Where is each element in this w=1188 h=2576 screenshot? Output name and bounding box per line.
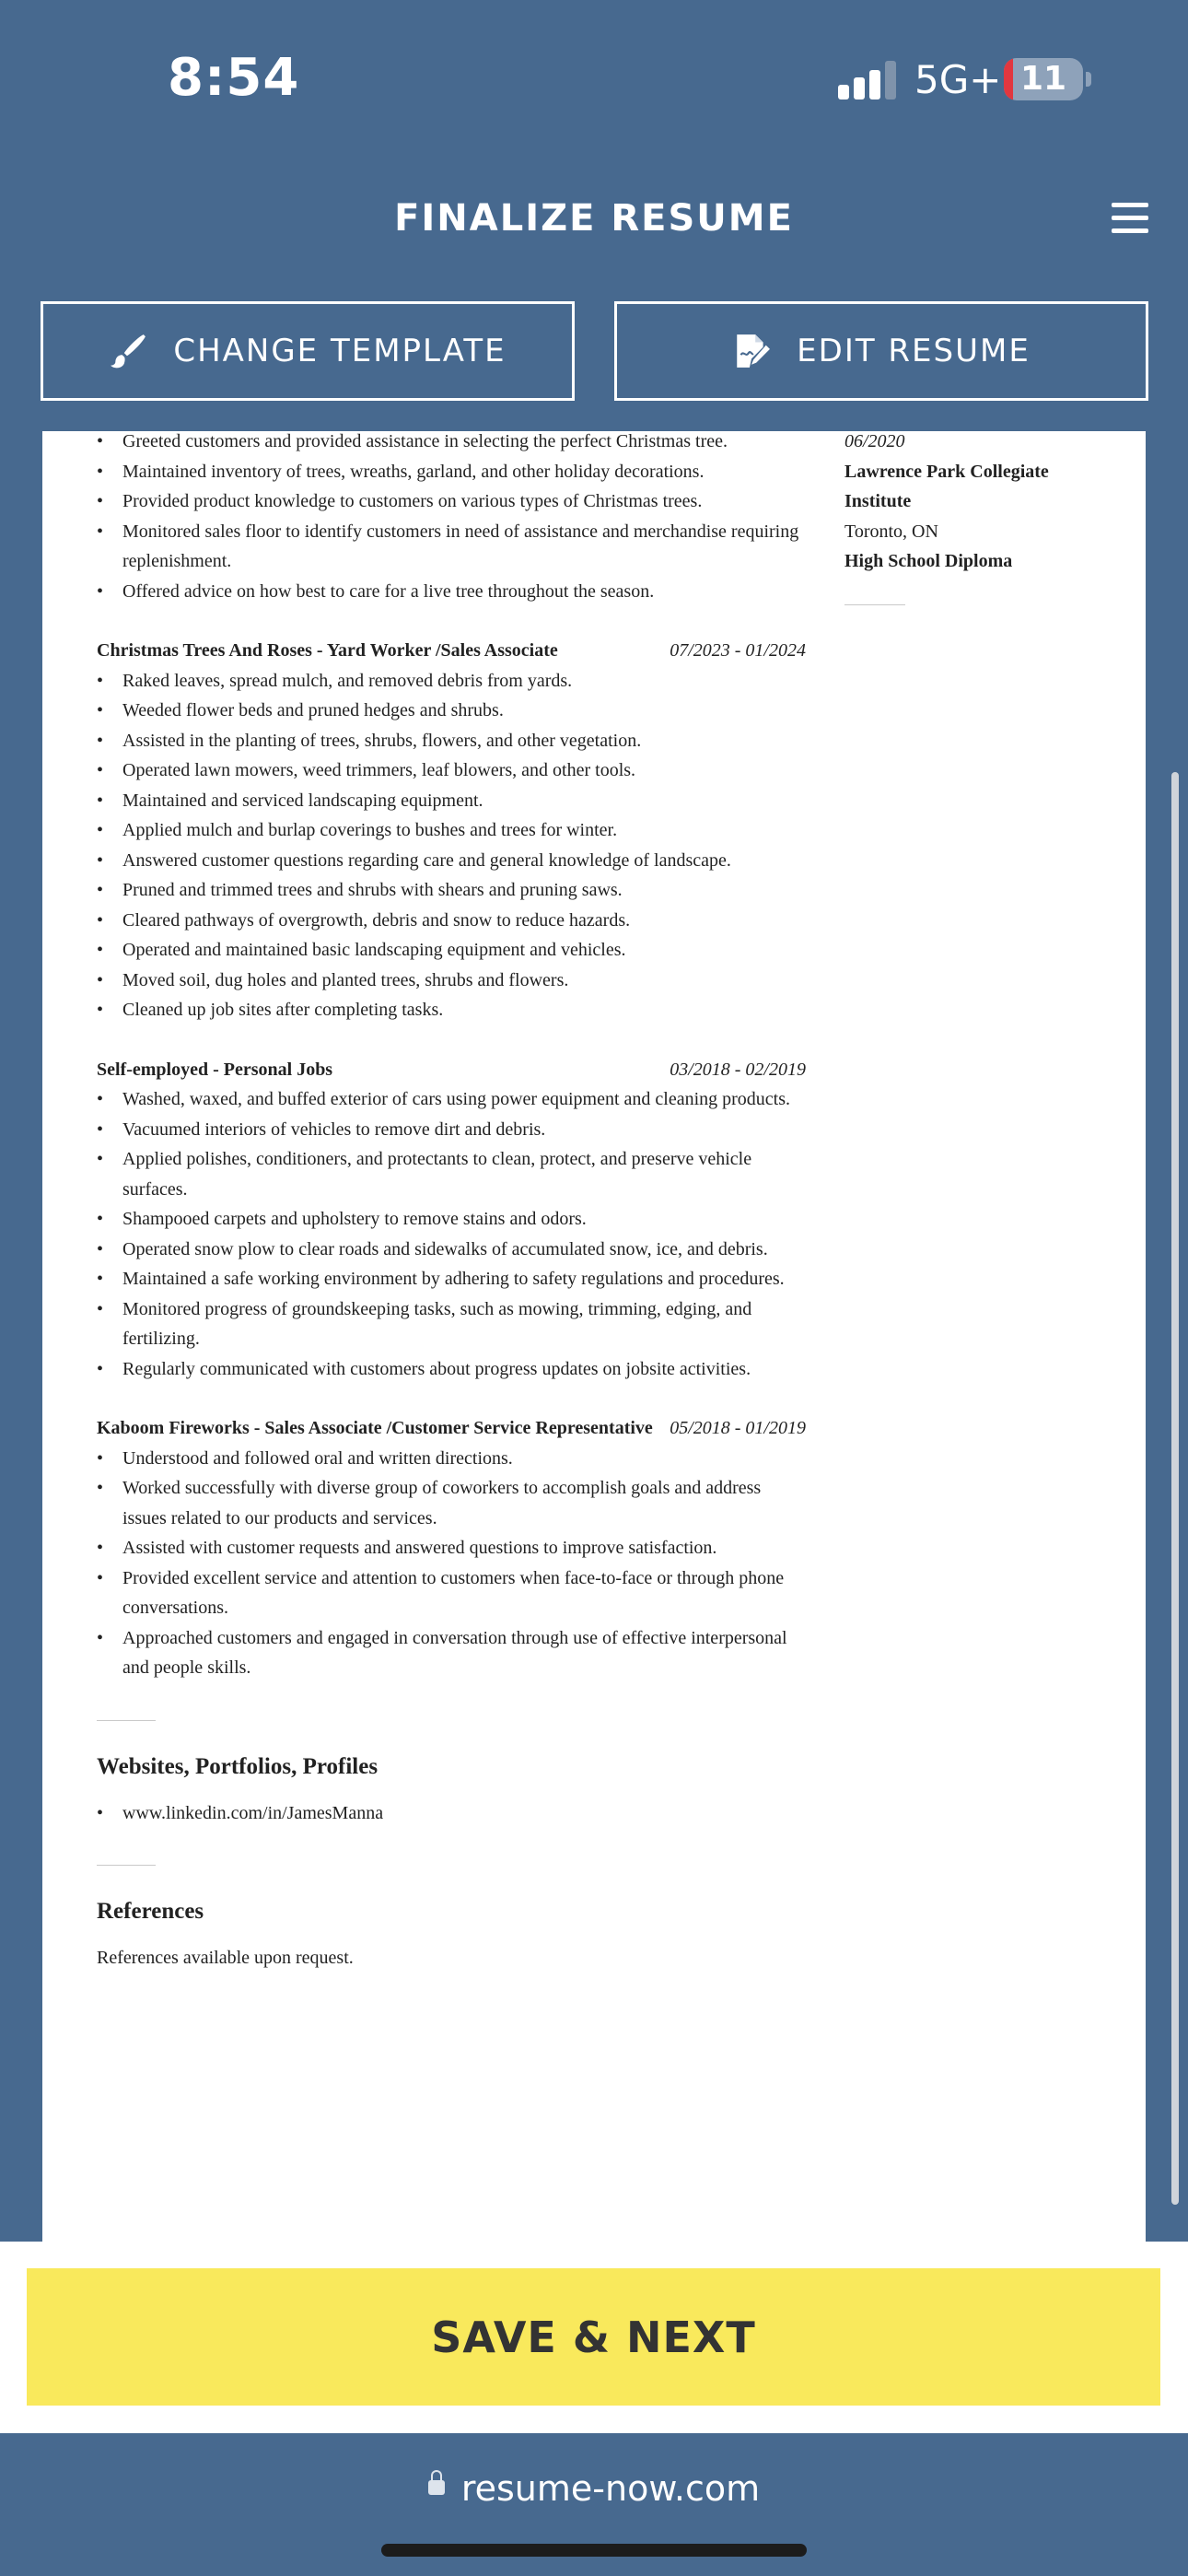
list-item: • Moved soil, dug holes and planted trees, shrubs and flowers. — [97, 966, 806, 996]
list-item: • Cleared pathways of overgrowth, debris and snow to reduce hazards. — [97, 906, 806, 936]
job-bullets — [97, 666, 806, 1025]
list-item: • Raked leaves, spread mulch, and removed debris from yards. — [97, 666, 806, 697]
list-item: • Pruned and trimmed trees and shrubs with shears and pruning saws. — [97, 875, 806, 906]
list-item: • Monitored progress of groundskeeping tasks, such as mowing, trimming, edging, and fertilizing. — [97, 1294, 806, 1354]
list-item: • Operated snow plow to clear roads and sidewalks of accumulated snow, ice, and debris. — [97, 1235, 806, 1265]
job-header — [97, 1055, 806, 1085]
url-text: resume-now.com — [460, 2468, 761, 2509]
resume-side-column — [844, 431, 1102, 605]
education-date: 06/2020 — [844, 431, 905, 451]
hamburger-menu-icon[interactable] — [1112, 203, 1148, 234]
list-item: • Offered advice on how best to care for a live tree throughout the season. — [97, 577, 806, 607]
list-item: • Answered customer questions regarding care and general knowledge of landscape. — [97, 846, 806, 876]
battery-tip — [1086, 72, 1091, 87]
change-template-label: CHANGE TEMPLATE — [173, 333, 507, 369]
list-item: • Vacuumed interiors of vehicles to remove dirt and debris. — [97, 1115, 806, 1145]
job-title: Kaboom Fireworks - Sales Associate /Customer Service Representative — [97, 1418, 653, 1438]
list-item: • Maintained and serviced landscaping equipment. — [97, 786, 806, 816]
resume-preview[interactable] — [42, 431, 1146, 2242]
websites-list — [97, 1798, 806, 1829]
job-dates: 05/2018 - 01/2019 — [670, 1418, 806, 1438]
job-title: Christmas Trees And Roses - Yard Worker /Sales Associate — [97, 640, 558, 661]
edit-resume-label: EDIT RESUME — [797, 333, 1031, 369]
resume-main-column — [97, 431, 806, 1973]
list-item: • Shampooed carpets and upholstery to remove stains and odors. — [97, 1204, 806, 1235]
list-item: • Maintained inventory of trees, wreaths, garland, and other holiday decorations. — [97, 457, 806, 487]
references-text: References available upon request. — [97, 1948, 354, 1968]
list-item: • Operated lawn mowers, weed trimmers, leaf blowers, and other tools. — [97, 755, 806, 786]
list-item: • Greeted customers and provided assistance in selecting the perfect Christmas tree. — [97, 431, 806, 457]
scrollbar[interactable] — [1171, 772, 1179, 2205]
job-bullets — [97, 1084, 806, 1384]
section-divider — [97, 1865, 156, 1866]
list-item: • Weeded flower beds and pruned hedges and shrubs. — [97, 696, 806, 726]
list-item: • Provided product knowledge to customers on various types of Christmas trees. — [97, 486, 806, 517]
list-item: • Monitored sales floor to identify customers in need of assistance and merchandise requiring replenishment. — [97, 517, 806, 577]
list-item: • Regularly communicated with customers about progress updates on jobsite activities. — [97, 1354, 806, 1385]
websites-section-title: Websites, Portfolios, Profiles — [97, 1753, 379, 1779]
cellular-signal-icon — [838, 61, 897, 100]
job-bullets — [97, 1444, 806, 1683]
save-next-button[interactable]: SAVE & NEXT — [27, 2268, 1160, 2406]
list-item: • Worked successfully with diverse group of coworkers to accomplish goals and address issues related to our products and services. — [97, 1473, 806, 1533]
list-item: • Provided excellent service and attention to customers when face-to-face or through phone conversations. — [97, 1563, 806, 1623]
lock-icon — [428, 2480, 445, 2495]
job-bullets-previous — [97, 431, 806, 606]
battery-icon — [1004, 58, 1083, 100]
url-display[interactable] — [0, 2468, 1188, 2509]
job-header — [97, 1413, 806, 1444]
browser-url-bar — [0, 2433, 1188, 2576]
page-title: FINALIZE RESUME — [394, 197, 794, 240]
job-header — [97, 636, 806, 666]
list-item: • Maintained a safe working environment by adhering to safety regulations and procedures. — [97, 1264, 806, 1294]
list-item: • Assisted with customer requests and answered questions to improve satisfaction. — [97, 1533, 806, 1563]
app-header — [0, 184, 1188, 258]
job-title: Self-employed - Personal Jobs — [97, 1059, 333, 1080]
change-template-button[interactable] — [41, 301, 575, 401]
website-link[interactable]: • www.linkedin.com/in/JamesManna — [97, 1798, 806, 1829]
job-dates: 07/2023 - 01/2024 — [670, 640, 806, 661]
section-divider — [844, 604, 905, 605]
references-section-title: References — [97, 1899, 204, 1924]
network-type: 5G+ — [914, 57, 1002, 102]
list-item: • Approached customers and engaged in conversation through use of effective interpersonal and people skills. — [97, 1623, 806, 1683]
paintbrush-icon — [109, 332, 147, 370]
education-degree: High School Diploma — [844, 551, 1013, 571]
list-item: • Washed, waxed, and buffed exterior of cars using power equipment and cleaning products. — [97, 1084, 806, 1115]
education-school: Lawrence Park Collegiate Institute — [844, 461, 1049, 511]
job-dates: 03/2018 - 02/2019 — [670, 1059, 806, 1080]
list-item: • Applied polishes, conditioners, and protectants to clean, protect, and preserve vehicle surfaces. — [97, 1144, 806, 1204]
list-item: • Cleaned up job sites after completing tasks. — [97, 995, 806, 1025]
education-location: Toronto, ON — [844, 521, 938, 542]
list-item: • Assisted in the planting of trees, shrubs, flowers, and other vegetation. — [97, 726, 806, 756]
battery-level: 11 — [1019, 60, 1067, 98]
list-item: • Applied mulch and burlap coverings to bushes and trees for winter. — [97, 815, 806, 846]
list-item: • Operated and maintained basic landscaping equipment and vehicles. — [97, 935, 806, 966]
home-indicator[interactable] — [381, 2544, 807, 2557]
status-bar — [0, 0, 1188, 157]
clock: 8:54 — [168, 48, 300, 108]
edit-resume-button[interactable] — [614, 301, 1148, 401]
list-item: • Understood and followed oral and written directions. — [97, 1444, 806, 1474]
edit-document-icon — [732, 332, 771, 370]
section-divider — [97, 1720, 156, 1721]
